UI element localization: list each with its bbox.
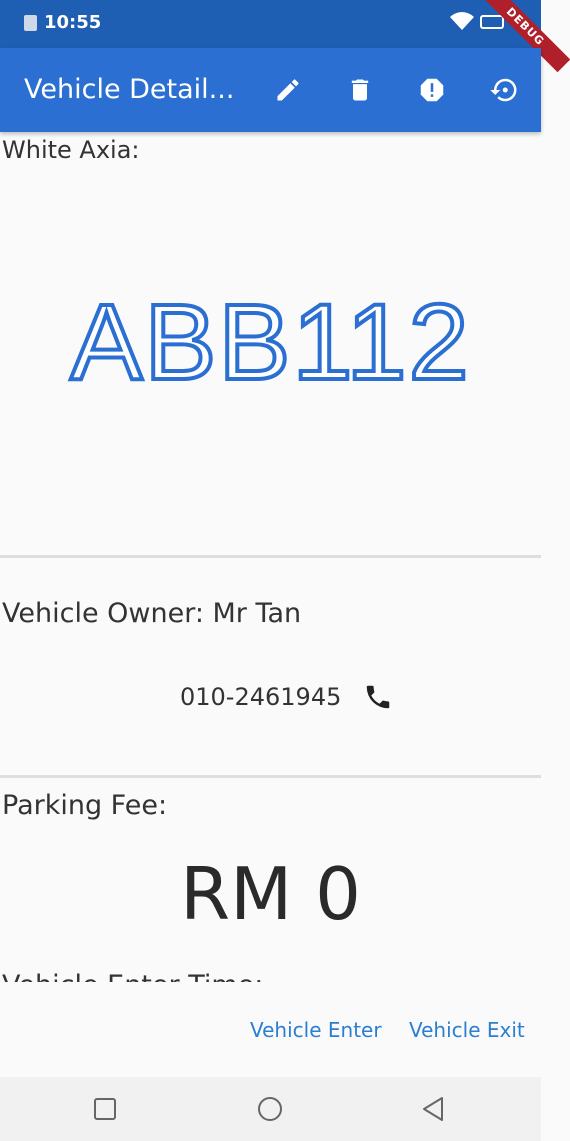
circle-icon xyxy=(256,1095,284,1123)
battery-icon xyxy=(480,15,504,29)
report-button[interactable] xyxy=(412,70,452,110)
history-button[interactable] xyxy=(484,70,524,110)
phone-number: 010-2461945 xyxy=(180,683,342,711)
divider xyxy=(0,775,541,778)
history-icon xyxy=(489,75,519,105)
phone-row[interactable] xyxy=(180,682,393,712)
alert-icon xyxy=(417,75,447,105)
divider xyxy=(0,555,541,558)
status-time: 10:55 xyxy=(44,12,102,33)
vehicle-exit-button[interactable]: Vehicle Exit xyxy=(409,1018,525,1042)
square-icon xyxy=(93,1097,117,1121)
vehicle-model-label: White Axia: xyxy=(2,136,140,164)
status-bar xyxy=(0,0,547,49)
app-bar xyxy=(0,48,541,132)
vehicle-enter-button[interactable]: Vehicle Enter xyxy=(250,1018,382,1042)
system-nav-bar xyxy=(0,1077,541,1141)
owner-label: Vehicle Owner: Mr Tan xyxy=(2,598,302,629)
parking-fee-value: RM 0 xyxy=(180,852,361,936)
bottom-actions xyxy=(0,982,541,1077)
back-button[interactable] xyxy=(418,1094,448,1124)
back-triangle-icon xyxy=(420,1095,446,1123)
plate-number: ABB112 xyxy=(70,281,471,402)
vehicle-detail-content[interactable] xyxy=(0,132,541,982)
wifi-icon xyxy=(450,12,474,32)
parking-fee-label: Parking Fee: xyxy=(2,790,168,821)
debug-banner: DEBUG xyxy=(480,0,570,72)
recents-button[interactable] xyxy=(90,1094,120,1124)
edit-button[interactable] xyxy=(268,70,308,110)
page-title: Vehicle Detail... xyxy=(24,74,235,105)
home-button[interactable] xyxy=(255,1094,285,1124)
phone-icon[interactable] xyxy=(363,682,393,712)
delete-icon xyxy=(346,76,374,104)
notification-icon xyxy=(24,15,37,31)
edit-icon xyxy=(274,76,302,104)
delete-button[interactable] xyxy=(340,70,380,110)
